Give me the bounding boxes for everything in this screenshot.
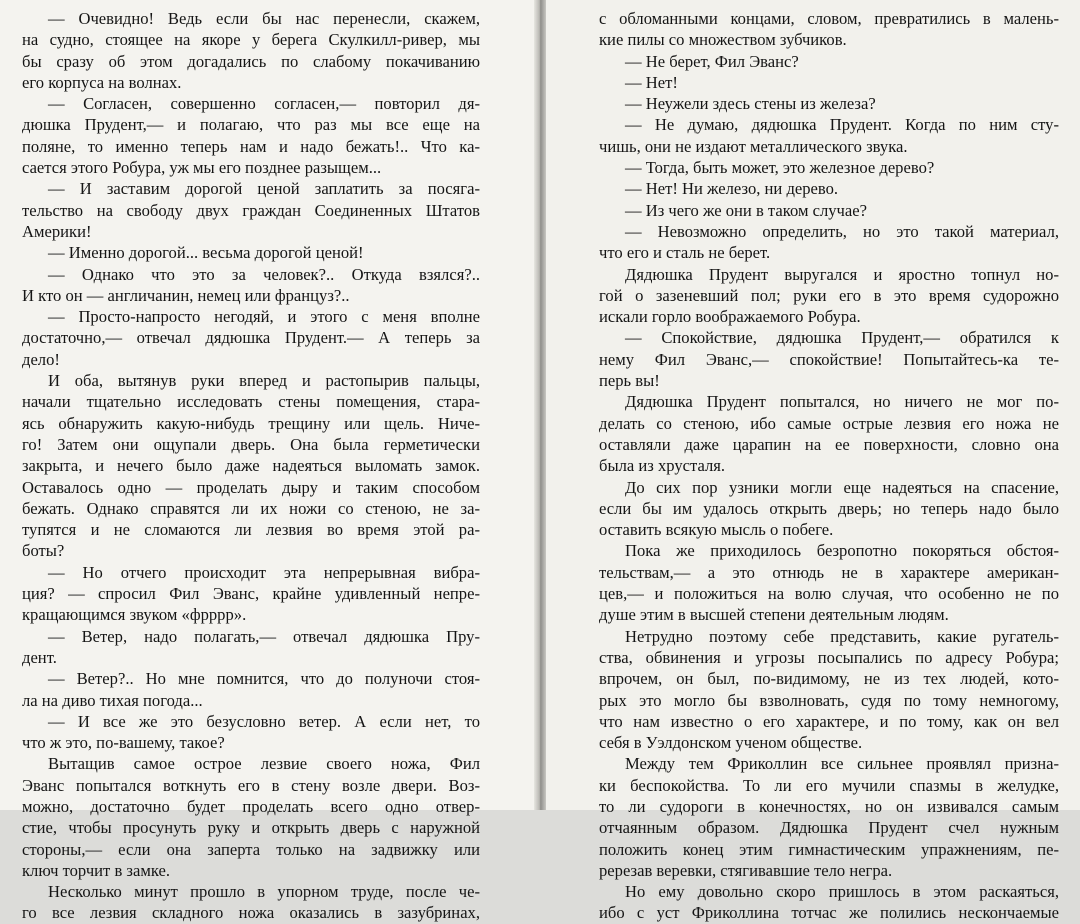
text-line: можно, достаточно будет проделать всего одно отвер- [22, 796, 480, 816]
text-line: Несколько минут прошло в упорном труде, после че- [48, 882, 480, 902]
text-line: оставить всякую мысль о побеге. [599, 520, 834, 540]
text-line: ла на диво тихая погода... [22, 690, 203, 710]
text-line: — Ветер?.. Но мне помнится, что до полуночи стоя- [48, 669, 480, 689]
text-line: Америки! [22, 221, 92, 241]
text-line: гой о зазеневший пол; руки его в это время судорожно [599, 285, 1059, 305]
text-line: себя в Уэлдонском ученом обществе. [599, 733, 863, 753]
text-line: И оба, вытянув руки вперед и растопырив пальцы, [48, 371, 480, 391]
text-line: дент. [22, 647, 57, 667]
text-line: цев,— и положиться на волю случая, что особенно не по [599, 584, 1059, 604]
text-line: — Согласен, совершенно согласен,— повторил дя- [48, 94, 480, 114]
text-line: го все лезвия складного ножа оказались в зазубринах, [22, 903, 480, 923]
text-line: поляне, то именно теперь нам и надо бежать!.. Что ка- [22, 136, 480, 156]
text-line: впрочем, он был, по-видимому, не из тех людей, кото- [599, 669, 1059, 689]
text-line: тупятся и не сломаются ли лезвия во время этой ра- [22, 520, 480, 540]
text-line: ясь обнаружить какую-нибудь трещину или щель. Ниче- [22, 413, 480, 433]
text-line: — Очевидно! Ведь если бы нас перенесли, скажем, [48, 9, 480, 28]
text-line: Оставалось одно — проделать дыру и таким способом [22, 477, 480, 497]
text-line: До сих пор узники могли еще надеяться на спасение, [625, 477, 1059, 497]
text-line: если бы им удалось открыть дверь; но теперь надо было [599, 498, 1059, 518]
text-line: сается этого Робура, уж мы его позднее разыщем... [22, 158, 382, 178]
text-line: что его и сталь не берет. [599, 243, 771, 263]
text-line: — Однако что это за человек?.. Откуда взялся?.. [48, 264, 480, 284]
text-line: — Но отчего происходит эта непрерывная вибра- [48, 562, 480, 582]
text-line: дюшка Прудент,— и полагаю, что раз мы все еще на [22, 115, 480, 135]
text-line: боты? [22, 541, 65, 561]
text-line: ререзав веревки, стягивавшие тело негра. [599, 860, 893, 880]
left-page [0, 0, 534, 923]
text-line: дело! [22, 349, 60, 369]
text-line: стороны,— если она заперта только на задвижку или [22, 839, 480, 859]
text-line: рых это могло бы взволновать, судя по тому немногому, [599, 690, 1059, 710]
text-line: тельство на свободу двух граждан Соединенных Штатов [22, 200, 480, 220]
text-line: нему Фил Эванс,— спокойствие! Попытайтесь-ка те- [599, 349, 1059, 369]
text-line: ки беспокойства. То ли его мучили спазмы в желудке, [599, 775, 1059, 795]
text-line: стие, чтобы просунуть руку и открыть дверь с наружной [22, 818, 480, 838]
text-line: Дядюшка Прудент попытался, но ничего не мог по- [625, 392, 1059, 412]
text-line: — Тогда, быть может, это железное дерево? [625, 158, 935, 178]
text-line: закрыта, и нечего было даже надеяться выломать замок. [22, 456, 480, 476]
text-line: чишь, они не издают металлического звука. [599, 136, 908, 156]
text-line: ства, обвинения и угрозы посыпались по адресу Робура; [599, 647, 1059, 667]
text-line: что нам известно о его характере, и по тому, как он вел [599, 711, 1059, 731]
text-line: — И заставим дорогой ценой заплатить за посяга- [48, 179, 480, 199]
text-line: — Нет! [625, 72, 678, 92]
text-line: была из хрусталя. [599, 456, 726, 476]
text-line: — Нет! Ни железо, ни дерево. [625, 179, 839, 199]
text-line: Нетрудно поэтому себе представить, какие ругатель- [625, 626, 1059, 646]
left-page-text [22, 8, 480, 924]
text-line: Пока же приходилось безропотно покоряться обстоя- [625, 541, 1059, 561]
text-line: тельствам,— а это отнюдь не в характере американ- [599, 562, 1059, 582]
right-page [546, 0, 1080, 923]
text-line: его корпуса на волнах. [22, 72, 182, 92]
text-line: — Неужели здесь стены из железа? [625, 94, 876, 114]
text-line: Эванс попытался воткнуть его в стену возле двери. Воз- [22, 775, 480, 795]
text-line: ключ торчит в замке. [22, 860, 171, 880]
text-line: делать со стеною, ибо самые острые лезвия его ножа не [599, 413, 1059, 433]
text-line: с обломанными концами, словом, превратились в малень- [599, 9, 1059, 28]
text-line: искали горло воображаемого Робура. [599, 307, 861, 327]
text-line: го! Затем они ощупали дверь. Она была герметически [22, 434, 480, 454]
text-line: что ж это, по-вашему, такое? [22, 733, 225, 753]
text-line: достаточно,— отвечал дядюшка Прудент.— А теперь за [22, 328, 480, 348]
text-line: на судно, стоящее на якоре у берега Скулкилл-ривер, мы [22, 30, 480, 50]
text-line: отчаянным образом. Дядюшка Прудент счел нужным [599, 818, 1059, 838]
text-line: Между тем Фриколлин все сильнее проявлял призна- [625, 754, 1059, 774]
book-gutter [534, 0, 546, 810]
text-line: положить конец этим гимнастическим упражнениям, пе- [599, 839, 1059, 859]
text-line: — Просто-напросто негодяй, и этого с меня вполне [48, 307, 480, 327]
text-line: кращающимся звуком «фрррр». [22, 605, 247, 625]
text-line: И кто он — англичанин, немец или француз?.. [22, 285, 350, 305]
text-line: — Из чего же они в таком случае? [625, 200, 867, 220]
text-line: — Спокойствие, дядюшка Прудент,— обратился к [625, 328, 1059, 348]
text-line: — Именно дорогой... весьма дорогой ценой! [48, 243, 364, 263]
text-line: перь вы! [599, 371, 660, 391]
text-line: бежать. Однако справятся ли их ножи со стеною, не за- [22, 498, 480, 518]
text-line: — Ветер, надо полагать,— отвечал дядюшка Пру- [48, 626, 480, 646]
text-line: то ли судороги в конечностях, но он извивался самым [599, 796, 1059, 816]
text-line: — Не берет, Фил Эванс? [625, 51, 799, 71]
text-line: начали тщательно исследовать стены помещения, стара- [22, 392, 480, 412]
text-line: — И все же это безусловно ветер. А если нет, то [48, 711, 480, 731]
text-line: Но ему довольно скоро пришлось в этом раскаяться, [625, 882, 1059, 902]
text-line: бы сразу об этом догадались по слабому покачиванию [22, 51, 480, 71]
text-line: оставляли даже царапин на ее поверхности, словно она [599, 434, 1059, 454]
text-line: — Не думаю, дядюшка Прудент. Когда по ним сту- [625, 115, 1059, 135]
text-line: кие пилы со множеством зубчиков. [599, 30, 847, 50]
text-line: Вытащив самое острое лезвие своего ножа, Фил [48, 754, 480, 774]
text-line: — Невозможно определить, но это такой материал, [625, 221, 1059, 241]
text-line: Дядюшка Прудент выругался и яростно топнул но- [625, 264, 1059, 284]
right-page-text [599, 8, 1059, 924]
text-line: ибо с уст Фриколлина тотчас же полились нескончаемые [599, 903, 1059, 923]
text-line: душе этим в высшей степени деятельным людям. [599, 605, 949, 625]
text-line: ция? — спросил Фил Эванс, крайне удивленный непре- [22, 584, 480, 604]
